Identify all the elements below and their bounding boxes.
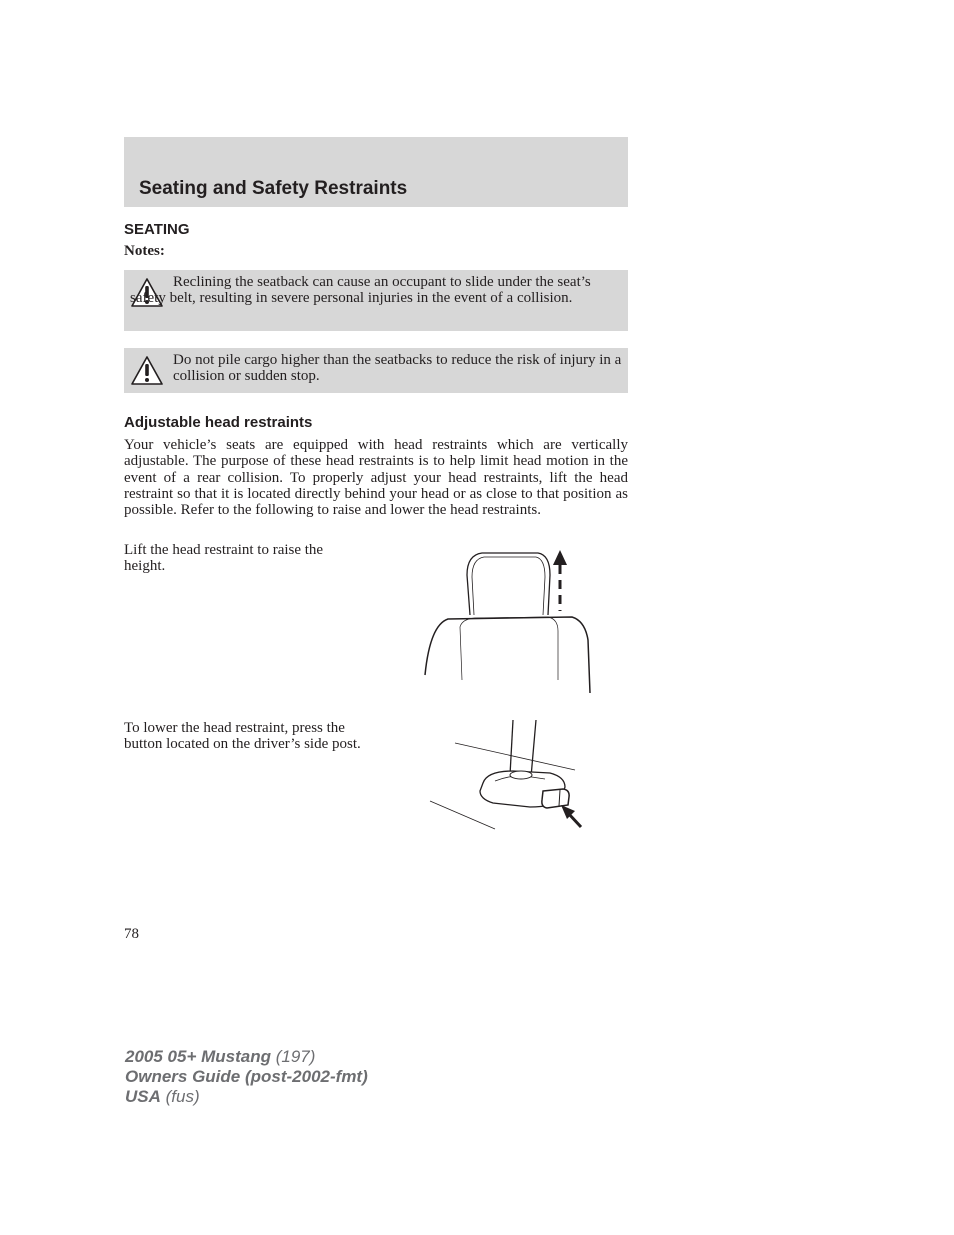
footer-line-2 [125,1067,368,1087]
footer-guide: Owners Guide (post-2002-fmt) [125,1067,368,1086]
footer-model: 2005 05+ Mustang [125,1047,271,1066]
warning-text-cargo: Do not pile cargo higher than the seatbacks to reduce the risk of injury in a collision or sudden stop. [173,352,622,385]
warning-text-recline: Reclining the seatback can cause an occupant to slide under the seat’s safety belt, resulting in severe personal injuries in the event of a collision. [130,274,591,307]
head-restraints-heading: Adjustable head restraints [124,414,313,431]
footer-market-code: (fus) [160,1087,200,1106]
footer-line-3 [125,1087,368,1107]
warning-box-cargo [124,348,628,393]
document-footer [125,1047,368,1107]
footer-market: USA [125,1087,161,1106]
section-title: Seating and Safety Restraints [139,178,408,199]
warning-triangle-icon [130,355,164,386]
head-restraints-paragraph: Your vehicle’s seats are equipped with head restraints which are vertically adjustable. The purpose of these head restraints is to help limit head motion in the event of a rear collision. To properly adjust your head restraints, lift the head restraint so that it is located directly behind your head or as close to that position as possible. Refer to the following to raise and lower the head restraints. [124,437,628,519]
seating-heading: SEATING [124,221,190,238]
lower-caption: To lower the head restraint, press the button located on the driver’s side post. [124,720,361,753]
raise-caption: Lift the head restraint to raise the height. [124,542,324,575]
page-number: 78 [124,926,139,942]
raise-head-restraint-illustration [420,545,600,695]
notes-label: Notes: [124,243,165,259]
lower-head-restraint-illustration [425,715,590,860]
warning-box-recline [124,270,628,331]
footer-model-code: (197) [271,1047,316,1066]
footer-line-1 [125,1047,368,1067]
